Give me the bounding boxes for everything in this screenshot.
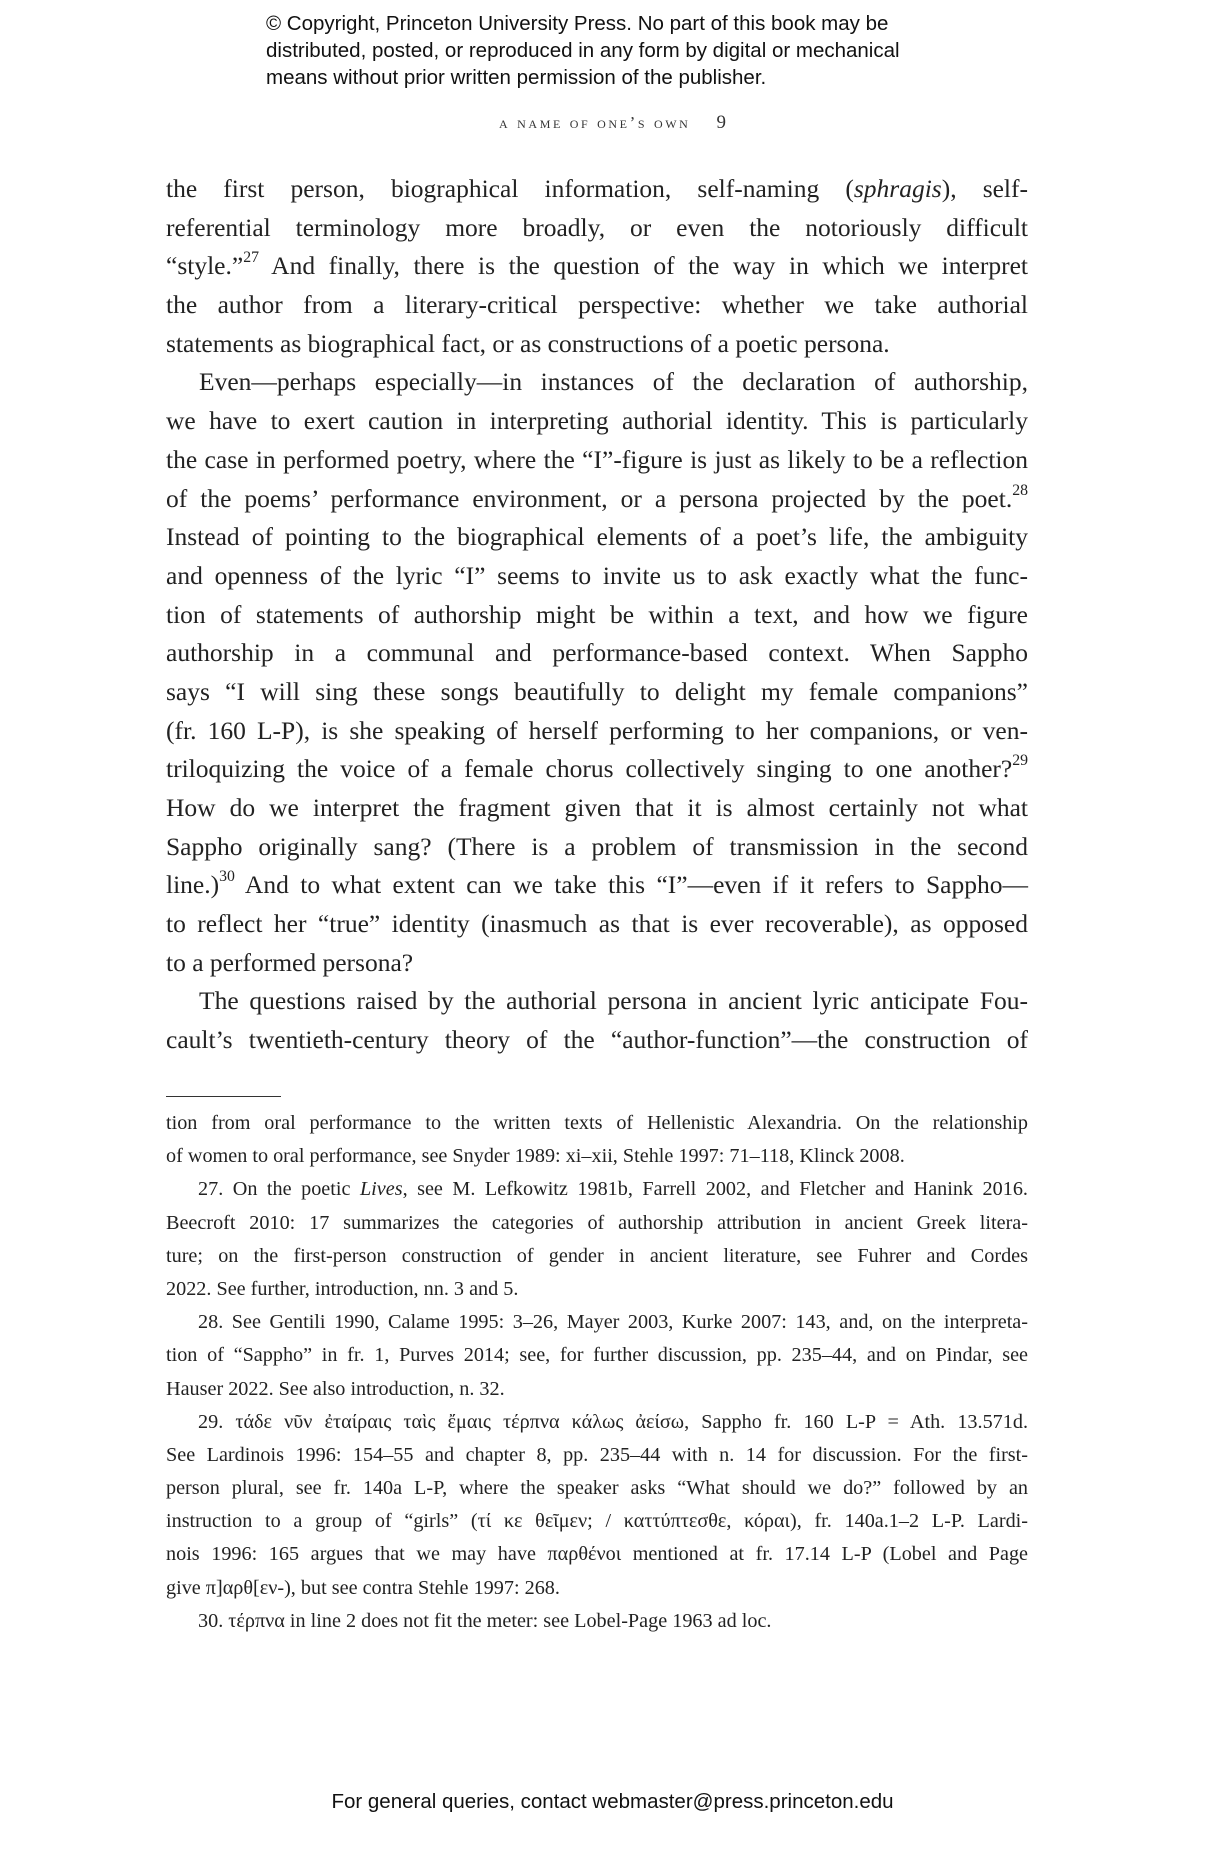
text-span: Instead of pointing to the biographical elements of a poet’s life, the ambiguity	[166, 522, 1028, 552]
body-line	[166, 480, 1028, 519]
body-line	[166, 325, 1028, 364]
body-line	[166, 247, 1028, 286]
copyright-notice	[266, 10, 900, 91]
body-line	[166, 557, 1028, 596]
footnote-ref: 30	[219, 868, 235, 886]
body-line	[166, 518, 1028, 557]
footnote-line	[166, 1107, 1028, 1140]
body-line	[166, 170, 1028, 209]
text-span: authorship in a communal and performance-based context. When Sappho	[166, 638, 1028, 668]
body-line	[166, 712, 1028, 751]
body-line	[166, 363, 1028, 402]
footnote-line	[166, 1572, 1028, 1605]
text-span: And finally, there is the question of the way in which we interpret	[258, 251, 1028, 281]
text-span: , see M. Lefkowitz 1981b, Farrell 2002, and Fletcher and Hanink 2016.	[402, 1178, 1028, 1201]
footnote-line	[166, 1140, 1028, 1173]
text-span: triloquizing the voice of a female chorus collectively singing to one another?	[166, 754, 1013, 784]
text-span: to reflect her “true” identity (inasmuch as that is ever recoverable), as opposed	[166, 909, 1028, 939]
text-span: sphragis	[853, 174, 942, 203]
text-span: the case in performed poetry, where the “I”-figure is just as likely to be a reflection	[166, 444, 1028, 474]
text-span: 29. τάδε νῦν ἐταίραις ταὶς ἔμαις τέρπνα κάλως ἀείσω, Sappho fr. 160 L-P = Ath. 13.571d.	[198, 1410, 1028, 1433]
text-span: of the poems’ performance environment, or a persona projected by the poet.	[166, 483, 1013, 513]
text-span: nois 1996: 165 argues that we may have παρθένοι mentioned at fr. 17.14 L-P (Lobel and Page	[166, 1543, 1028, 1566]
text-span: 2022. See further, introduction, nn. 3 and 5.	[166, 1277, 519, 1300]
text-span: to a performed persona?	[166, 947, 414, 977]
copyright-line: © Copyright, Princeton University Press. No part of this book may be	[266, 12, 889, 35]
footnote-line	[166, 1605, 1028, 1638]
text-span: 28. See Gentili 1990, Calame 1995: 3–26, Mayer 2003, Kurke 2007: 143, and, on the interpreta-	[198, 1311, 1028, 1334]
copyright-line: distributed, posted, or reproduced in any form by digital or mechanical	[266, 39, 900, 62]
body-line	[166, 750, 1028, 789]
text-span: tion of statements of authorship might be within a text, and how we figure	[166, 599, 1028, 629]
footer-contact: For general queries, contact webmaster@press.princeton.edu	[331, 1790, 894, 1813]
text-span: The questions raised by the authorial persona in ancient lyric anticipate Fou-	[199, 986, 1028, 1016]
text-span: give π]αρθ[εν-), but see contra Stehle 1997: 268.	[166, 1576, 560, 1599]
text-span: cault’s twentieth-century theory of the “author-function”—the construction of	[166, 1025, 1028, 1055]
text-span: person plural, see fr. 140a L-P, where the speaker asks “What should we do?” followed by an	[166, 1477, 1028, 1500]
body-line	[166, 944, 1028, 983]
footnote-line	[166, 1505, 1028, 1538]
footnote-line	[166, 1306, 1028, 1339]
text-span: See Lardinois 1996: 154–55 and chapter 8, pp. 235–44 with n. 14 for discussion. For the first-	[166, 1443, 1028, 1466]
body-line	[166, 905, 1028, 944]
text-span: How do we interpret the fragment given that it is almost certainly not what	[166, 793, 1028, 822]
footnote-line	[166, 1538, 1028, 1571]
footnote-ref: 29	[1012, 752, 1028, 770]
text-span: of women to oral performance, see Snyder 1989: xi–xii, Stehle 1997: 71–118, Klinck 2008.	[166, 1145, 905, 1168]
footnote-line	[166, 1240, 1028, 1273]
text-span: Sappho originally sang? (There is a problem of transmission in the second	[166, 831, 1028, 861]
body-line	[166, 866, 1028, 905]
footnote-line	[166, 1273, 1028, 1306]
text-span: tion from oral performance to the written texts of Hellenistic Alexandria. On the relationship	[166, 1112, 1028, 1134]
copyright-line: means without prior written permission of the publisher.	[266, 66, 767, 89]
text-span: line.)	[166, 870, 220, 900]
footnotes	[166, 1107, 1028, 1638]
text-span: says “I will sing these songs beautifully to delight my female companions”	[166, 676, 1028, 706]
body-line	[166, 828, 1028, 867]
text-span: ture; on the first-person construction of gender in ancient literature, see Fuhrer and Cordes	[166, 1244, 1028, 1267]
body-line	[166, 441, 1028, 480]
footnote-line	[166, 1173, 1028, 1206]
text-span: and openness of the lyric “I” seems to invite us to ask exactly what the func-	[166, 560, 1028, 590]
body-line	[166, 634, 1028, 673]
running-head	[0, 112, 1225, 134]
body-text	[166, 170, 1028, 1060]
body-line	[166, 596, 1028, 635]
text-span: 30. τέρπνα in line 2 does not fit the meter: see Lobel-Page 1963 ad loc.	[198, 1609, 772, 1632]
text-span: instruction to a group of “girls” (τί κε θεῖμεν; / καττύπτεσθε, κόραι), fr. 140a.1–2 L-P. Lardi-	[166, 1510, 1028, 1533]
text-span: (fr. 160 L-P), is she speaking of herself performing to her companions, or ven-	[166, 715, 1028, 745]
text-span: ), self-	[941, 174, 1029, 203]
body-line	[166, 286, 1028, 325]
footnote-line	[166, 1339, 1028, 1372]
footnote-line	[166, 1472, 1028, 1505]
body-line	[166, 673, 1028, 712]
text-span: 27. On the poetic	[198, 1178, 360, 1201]
text-span: Lives	[359, 1178, 403, 1201]
text-span: we have to exert caution in interpreting authorial identity. This is particularly	[166, 406, 1028, 436]
body-line	[166, 209, 1028, 248]
footnote-ref: 28	[1012, 481, 1028, 499]
text-span: the author from a literary-critical perspective: whether we take authorial	[166, 290, 1028, 320]
footnote-line	[166, 1373, 1028, 1406]
text-span: Hauser 2022. See also introduction, n. 32.	[166, 1377, 505, 1400]
text-span: Beecroft 2010: 17 summarizes the categories of authorship attribution in ancient Greek litera-	[166, 1211, 1028, 1234]
footnote-line	[166, 1439, 1028, 1472]
footnote-ref: 27	[243, 249, 259, 267]
text-span: the first person, biographical information, self-naming (	[166, 174, 854, 203]
body-line	[166, 789, 1028, 828]
body-line	[166, 1021, 1028, 1060]
footnote-line	[166, 1406, 1028, 1439]
footnote-rule	[166, 1096, 281, 1097]
text-span: statements as biographical fact, or as constructions of a poetic persona.	[166, 328, 890, 358]
body-line	[166, 402, 1028, 441]
text-span: “style.”	[166, 251, 244, 281]
text-span: Even—perhaps especially—in instances of the declaration of authorship,	[199, 367, 1028, 397]
page-number: 9	[716, 112, 726, 133]
running-head-title: a name of one’s own	[499, 113, 691, 132]
text-span: tion of “Sappho” in fr. 1, Purves 2014; see, for further discussion, pp. 235–44, and on Pindar, see	[166, 1344, 1028, 1367]
footnote-line	[166, 1207, 1028, 1240]
text-span: And to what extent can we take this “I”—even if it refers to Sappho—	[234, 870, 1028, 900]
text-span: referential terminology more broadly, or even the notoriously difficult	[166, 212, 1028, 242]
body-line	[166, 982, 1028, 1021]
